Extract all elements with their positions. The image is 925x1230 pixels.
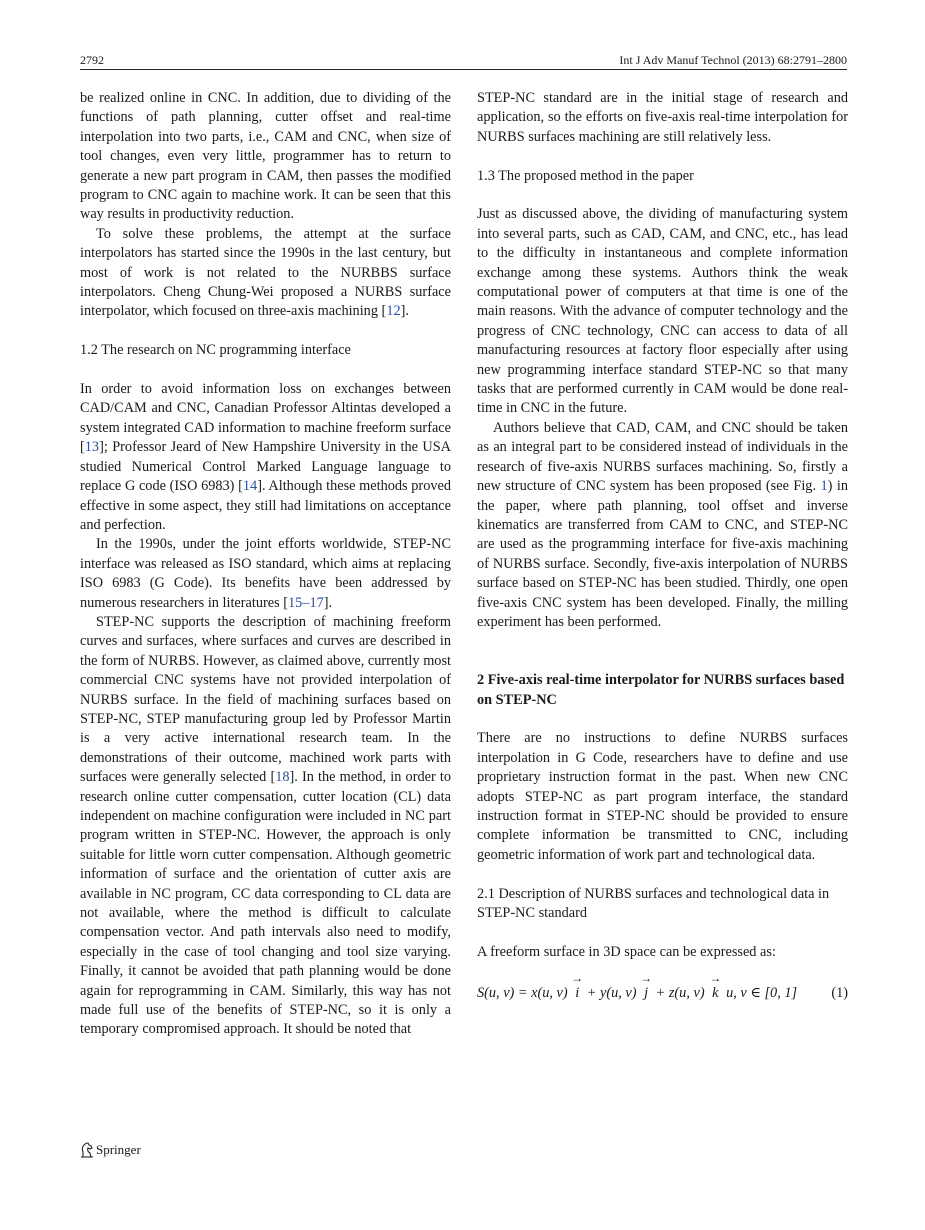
paragraph: Just as discussed above, the dividing of manufacturing system into several parts, such as CAD, CAM, and CNC, etc., has lead to the difficulty in instantaneous and complete information exchange among these systems. Authors think the weak computational power of computers at that time is one of the main reasons. With the advance of computer technology and the progress of CNC technology, CNC can access to data of all manufacturing resources at factory floor especially after using new programming interface standard STEP-NC so that many tasks that are performed currently in CAM would be done real-time in CNC in the future. xyxy=(477,206,848,417)
right-column xyxy=(477,89,848,1006)
springer-horse-icon xyxy=(80,1142,96,1158)
citation-link[interactable]: 18 xyxy=(275,769,290,786)
equation-number: (1) xyxy=(831,984,848,1001)
equation-expression: S(u, v) = x(u, v) → i + y(u, v) → j + z(u, v) → k u, v ∈ [0, 1] xyxy=(477,970,798,1001)
citation-link[interactable]: 15–17 xyxy=(288,594,324,611)
left-column xyxy=(80,89,451,1040)
section-heading-2: 2 Five-axis real-time interpolator for NURBS surfaces based on STEP-NC xyxy=(477,672,845,708)
paragraph: STEP-NC standard are in the initial stage of research and application, so the efforts on five-axis real-time interpolation for NURBS surfaces machining are still relatively less. xyxy=(477,90,848,145)
journal-citation: Int J Adv Manuf Technol (2013) 68:2791–2800 xyxy=(619,53,847,67)
footer xyxy=(80,1140,141,1160)
paragraph: In order to avoid information loss on exchanges between CAD/CAM and CNC, Canadian Professor Altintas developed a system integrated CAD information to machine freeform surface [13]; Professor Jeard of New Hampshire University in the USA studied Numerical Control Marked Language language to replace G code (ISO 6983) [14]. Although these methods proved effective in some aspect, they still had limitations on acceptance and perfection. xyxy=(80,381,451,533)
paragraph: There are no instructions to define NURBS surfaces interpolation in G Code, researchers have to define and use proprietary instruction format in the past. When new CNC adopts STEP-NC as part program interface, the standard instruction format in STEP-NC should be provided to ensure complete information be transmitted to CNC, including geometric information of work part and technological data. xyxy=(477,730,848,863)
page-number: 2792 xyxy=(80,53,104,67)
section-heading-1-3: 1.3 The proposed method in the paper xyxy=(477,167,694,184)
figure-link[interactable]: 1 xyxy=(820,478,828,495)
section-heading-1-2: 1.2 The research on NC programming interface xyxy=(80,342,351,359)
equation-1 xyxy=(477,970,848,1006)
section-heading-2-1: 2.1 Description of NURBS surfaces and technological data in STEP-NC standard xyxy=(477,885,830,921)
paragraph: In the 1990s, under the joint efforts worldwide, STEP-NC interface was released as ISO standard, which aims at replacing ISO 6983 (G Code). Its benefits have been addressed by numerous researchers in literatures [15–17]. xyxy=(80,536,451,611)
publisher-name: Springer xyxy=(96,1142,141,1157)
paragraph: Authors believe that CAD, CAM, and CNC should be taken as an integral part to be considered instead of individuals in the research of five-axis NURBS surfaces machining. So, firstly a new structure of CNC system has been proposed (see Fig. 1) in the paper, where path planning, tool offset and inverse kinematics are transferred from CAM to CNC, and STEP-NC are used as the programming interface for five-axis machining of NURBS surface. Secondly, five-axis interpolation of NURBS surface based on STEP-NC has been studied. Thirdly, one open five-axis CNC system has been developed. Finally, the milling experiment has been performed. xyxy=(477,419,848,630)
citation-link[interactable]: 14 xyxy=(242,478,258,495)
paragraph: A freeform surface in 3D space can be expressed as: xyxy=(477,943,776,960)
paragraph: To solve these problems, the attempt at the surface interpolators has started since the 1990s in the last century, but most of work is not related to the NURBBS surface interpolators. Cheng Chung-Wei proposed a NURBS surface interpolator, which focused on three-axis machining [12]. xyxy=(80,225,451,320)
header-rule xyxy=(80,69,847,70)
citation-link[interactable]: 12 xyxy=(386,303,401,320)
running-header xyxy=(80,52,847,68)
paragraph: STEP-NC supports the description of machining freeform curves and surfaces, where surfaces and curves are described in the form of NURBS. However, as claimed above, currently most commercial CNC systems have not provided interpolation of NURBS surface. In the field of machining surfaces based on STEP-NC, STEP manufacturing group led by Professor Martin is a very active international research team. In the demonstrations of their outcome, machined work parts with surfaces were generally selected [18]. In the method, in order to research online cutter compensation, cutter location (CL) data independent on machine configuration were included in NC part program written in STEP-NC. However, the approach is only suitable for little worn cutter compensation. Although geometric information of surface and the orientation of cutter axis are available in NC program, CC data corresponding to CL data are not available, where the method is difficult to calculate compensation vector. And path intervals also need to modify, especially in the case of tool changing and tool size varying. Finally, it cannot be avoided that path planning would be done again for reprogramming in CAM. Similarly, this way has not made full use of the benefits of STEP-NC, so it is only a temporary compromised approach. It should be noted that xyxy=(80,613,451,1038)
paragraph: be realized online in CNC. In addition, due to dividing of the functions of path planning, cutter offset and real-time interpolation into two parts, i.e., CAM and CNC, when size of tool changes, even very little, programmer has to return to generate a new part program in CAM, then passes the modified program to CNC again to machine work. It can be seen that this way results in productivity reduction. xyxy=(80,90,451,223)
citation-link[interactable]: 13 xyxy=(84,439,100,456)
